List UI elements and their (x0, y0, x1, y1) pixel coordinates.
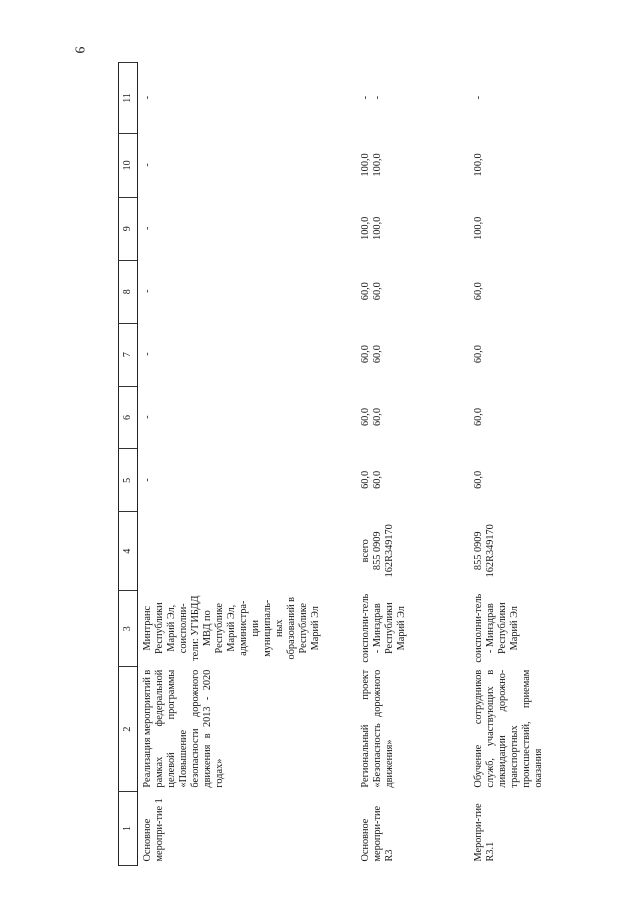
cell-value: 855 0909 162R349170 (473, 524, 496, 578)
cell-value: 60,0 (360, 282, 371, 301)
column-number: 1 (119, 792, 138, 866)
cell-value: 60,0 (473, 282, 484, 301)
amount-cell (469, 449, 618, 512)
amount-cell (356, 197, 469, 260)
cell-value: - (142, 163, 153, 167)
column-number: 4 (119, 512, 138, 591)
cell-value: - (142, 226, 153, 230)
column-number: 6 (119, 386, 138, 449)
cell-value: 60,0 (473, 345, 484, 364)
amount-cell (356, 133, 469, 197)
cell-value: всего (360, 539, 371, 563)
activity-code-cell: Основное меропри-тие R3 (360, 805, 395, 862)
table-row (469, 63, 618, 866)
column-number: 10 (119, 133, 138, 197)
amount-cell (138, 386, 357, 449)
column-number: 5 (119, 449, 138, 512)
cell-value: 100,0 (372, 216, 383, 240)
cell-value: 100,0 (360, 216, 371, 240)
amount-cell (138, 260, 357, 323)
amount-cell (138, 63, 357, 134)
executor-cell: Минтранс Республики Марий Эл, соисполни-тели: УГИБДД МВД по Республике Марий Эл, администра-ции муниципаль-ных образований в Республике Марий Эл (142, 595, 321, 661)
program-table (118, 62, 618, 866)
executor-cell: соисполни-тель - Минздрав Республики Марий Эл (473, 593, 520, 663)
amount-cell (138, 323, 357, 386)
cell-value: - (142, 95, 153, 100)
table-row (138, 63, 357, 866)
activity-name-cell: Региональный проект «Безопасность дорожного движения» (360, 669, 395, 788)
cell-value: - (142, 478, 153, 482)
amount-cell (356, 449, 469, 512)
rotated-page-content (118, 62, 639, 866)
cell-value: 100,0 (473, 216, 484, 240)
cell-value: - (142, 352, 153, 356)
amount-cell (138, 133, 357, 197)
cell-value: 100,0 (360, 153, 371, 177)
amount-cell (356, 260, 469, 323)
cell-value: 60,0 (360, 345, 371, 364)
cell-value: 855 0909 162R349170 (372, 524, 395, 578)
cell-value: 60,0 (372, 345, 383, 364)
cell-value: 60,0 (372, 282, 383, 301)
cell-value: 60,0 (473, 470, 484, 489)
amount-cell (356, 386, 469, 449)
amount-cell (469, 323, 618, 386)
amount-cell (356, 323, 469, 386)
column-number: 8 (119, 260, 138, 323)
column-number: 9 (119, 197, 138, 260)
table-row (356, 63, 469, 866)
column-number: 3 (119, 591, 138, 667)
cell-value: 60,0 (360, 470, 371, 489)
budget-code-cell (469, 512, 618, 591)
executor-cell: соисполни-тель - Минздрав Республики Марий Эл (360, 593, 407, 663)
cell-value: 60,0 (473, 407, 484, 426)
activity-name-cell: Реализация мероприятий в рамках федеральной целевой программы «Повышение безопасности дорожного движения в 2013 - 2020 годах» (142, 669, 225, 788)
amount-cell (138, 449, 357, 512)
activity-code-cell: Основное меропри-тие 1 (142, 798, 165, 862)
cell-value: - (372, 95, 383, 100)
amount-cell (138, 197, 357, 260)
cell-value: 60,0 (372, 470, 383, 489)
amount-cell (469, 197, 618, 260)
column-number: 2 (119, 667, 138, 792)
cell-value: - (142, 289, 153, 293)
cell-value: - (360, 95, 371, 100)
cell-value: 100,0 (372, 153, 383, 177)
activity-code-cell: Меропри-тие R3.1 (473, 803, 496, 862)
page-number: 9 (71, 46, 87, 54)
cell-value: - (473, 95, 484, 100)
column-number: 7 (119, 323, 138, 386)
table-header-row (119, 63, 138, 866)
cell-value: - (142, 415, 153, 419)
activity-name-cell: Обучение сотрудников служб, участвующих в ликвидации дорожно-транспортных происшествий, приемам оказания (473, 669, 544, 788)
amount-cell (469, 63, 618, 134)
amount-cell (469, 386, 618, 449)
cell-value: 60,0 (372, 407, 383, 426)
amount-cell (356, 63, 469, 134)
cell-value: 100,0 (473, 153, 484, 177)
budget-code-cell (356, 512, 469, 591)
budget-code-cell (138, 512, 357, 591)
column-number: 11 (119, 63, 138, 134)
amount-cell (469, 260, 618, 323)
cell-value: 60,0 (360, 407, 371, 426)
amount-cell (469, 133, 618, 197)
